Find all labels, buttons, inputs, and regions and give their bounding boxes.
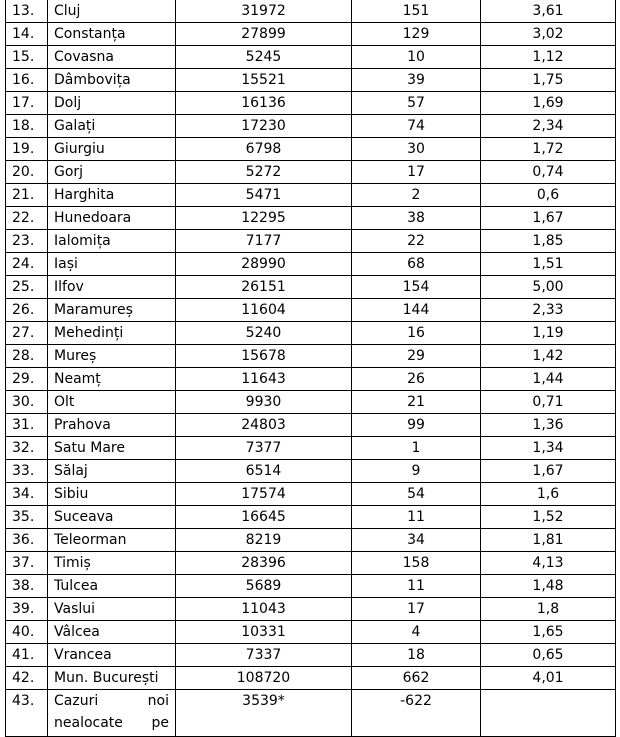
incidence-rate: 1,12: [481, 46, 616, 69]
new-cases: 1: [352, 437, 481, 460]
new-cases: 16: [352, 322, 481, 345]
incidence-rate: 4,13: [481, 552, 616, 575]
new-cases: 18: [352, 644, 481, 667]
table-row: [6, 575, 616, 598]
table-row: [6, 253, 616, 276]
county-name: Suceava: [48, 506, 176, 529]
county-name: Satu Mare: [48, 437, 176, 460]
incidence-rate: 1,51: [481, 253, 616, 276]
row-number: 36.: [6, 529, 48, 552]
row-number: 19.: [6, 138, 48, 161]
total-cases: 31972: [176, 0, 352, 23]
incidence-rate: 1,75: [481, 69, 616, 92]
table-body: [6, 0, 616, 737]
county-name: Ilfov: [48, 276, 176, 299]
total-cases: 11604: [176, 299, 352, 322]
county-name: Gorj: [48, 161, 176, 184]
total-cases: 15678: [176, 345, 352, 368]
incidence-rate: 3,61: [481, 0, 616, 23]
new-cases: 74: [352, 115, 481, 138]
incidence-rate: 4,01: [481, 667, 616, 690]
new-cases: 30: [352, 138, 481, 161]
county-name: Dolj: [48, 92, 176, 115]
new-cases: 9: [352, 460, 481, 483]
county-name: Mun. București: [48, 667, 176, 690]
new-cases: 154: [352, 276, 481, 299]
table-row: [6, 184, 616, 207]
incidence-rate: 1,81: [481, 529, 616, 552]
incidence-rate: 2,34: [481, 115, 616, 138]
incidence-rate: 1,67: [481, 207, 616, 230]
table-row: [6, 299, 616, 322]
total-cases: 17230: [176, 115, 352, 138]
row-number: 42.: [6, 667, 48, 690]
total-cases: 5471: [176, 184, 352, 207]
table-row: [6, 0, 616, 23]
total-cases: 108720: [176, 667, 352, 690]
row-number: 27.: [6, 322, 48, 345]
county-name: Vâlcea: [48, 621, 176, 644]
county-name-line1: Cazuri noi: [54, 693, 169, 709]
cases-table: [5, 0, 616, 737]
incidence-rate: 1,67: [481, 460, 616, 483]
table-row: [6, 552, 616, 575]
table-row: [6, 92, 616, 115]
total-cases: 5272: [176, 161, 352, 184]
county-name: Galați: [48, 115, 176, 138]
total-cases: 24803: [176, 414, 352, 437]
new-cases: 22: [352, 230, 481, 253]
row-number: 40.: [6, 621, 48, 644]
incidence-rate: 1,34: [481, 437, 616, 460]
total-cases: 16136: [176, 92, 352, 115]
incidence-rate: 1,36: [481, 414, 616, 437]
county-name-line2: nealocate pe: [54, 715, 169, 731]
incidence-rate: 2,33: [481, 299, 616, 322]
table-row: [6, 138, 616, 161]
row-number: 15.: [6, 46, 48, 69]
incidence-rate: [481, 690, 616, 737]
row-number: 35.: [6, 506, 48, 529]
new-cases: 21: [352, 391, 481, 414]
county-name: Tulcea: [48, 575, 176, 598]
row-number: 13.: [6, 0, 48, 23]
new-cases: 129: [352, 23, 481, 46]
table-row: [6, 115, 616, 138]
incidence-rate: 0,6: [481, 184, 616, 207]
county-name: Sălaj: [48, 460, 176, 483]
row-number: 43.: [6, 690, 48, 737]
new-cases: 38: [352, 207, 481, 230]
total-cases: 7377: [176, 437, 352, 460]
row-number: 26.: [6, 299, 48, 322]
table-row: [6, 207, 616, 230]
new-cases: 17: [352, 598, 481, 621]
row-number: 37.: [6, 552, 48, 575]
new-cases: 2: [352, 184, 481, 207]
row-number: 18.: [6, 115, 48, 138]
table-row: [6, 414, 616, 437]
total-cases: 11643: [176, 368, 352, 391]
county-name: Mureș: [48, 345, 176, 368]
new-cases: 662: [352, 667, 481, 690]
county-name: Maramureș: [48, 299, 176, 322]
new-cases: 99: [352, 414, 481, 437]
incidence-rate: 0,74: [481, 161, 616, 184]
new-cases: 17: [352, 161, 481, 184]
table-row: [6, 529, 616, 552]
new-cases: 57: [352, 92, 481, 115]
total-cases: 27899: [176, 23, 352, 46]
table-row-unallocated: [6, 690, 616, 737]
row-number: 22.: [6, 207, 48, 230]
county-name: Sibiu: [48, 483, 176, 506]
table-row: [6, 46, 616, 69]
table-row: [6, 161, 616, 184]
new-cases: 11: [352, 506, 481, 529]
incidence-rate: 0,71: [481, 391, 616, 414]
new-cases: 144: [352, 299, 481, 322]
incidence-rate: 1,6: [481, 483, 616, 506]
table-row: [6, 506, 616, 529]
county-name: Dâmbovița: [48, 69, 176, 92]
new-cases: 26: [352, 368, 481, 391]
new-cases: 68: [352, 253, 481, 276]
total-cases: 10331: [176, 621, 352, 644]
county-name: Covasna: [48, 46, 176, 69]
total-cases: 6798: [176, 138, 352, 161]
county-name: Giurgiu: [48, 138, 176, 161]
total-cases: 9930: [176, 391, 352, 414]
county-name: Harghita: [48, 184, 176, 207]
row-number: 34.: [6, 483, 48, 506]
table-row: [6, 598, 616, 621]
new-cases: 151: [352, 0, 481, 23]
total-cases: 3539*: [176, 690, 352, 737]
row-number: 28.: [6, 345, 48, 368]
new-cases: 29: [352, 345, 481, 368]
total-cases: 11043: [176, 598, 352, 621]
county-name: Hunedoara: [48, 207, 176, 230]
table-row: [6, 621, 616, 644]
county-name: Prahova: [48, 414, 176, 437]
total-cases: 7337: [176, 644, 352, 667]
table-row: [6, 391, 616, 414]
county-name: Ialomița: [48, 230, 176, 253]
county-name: Timiș: [48, 552, 176, 575]
county-name: Vrancea: [48, 644, 176, 667]
table-row: [6, 460, 616, 483]
total-cases: 6514: [176, 460, 352, 483]
new-cases: -622: [352, 690, 481, 737]
new-cases: 10: [352, 46, 481, 69]
table-row: [6, 368, 616, 391]
county-name: Olt: [48, 391, 176, 414]
county-name: Neamț: [48, 368, 176, 391]
incidence-rate: 1,42: [481, 345, 616, 368]
row-number: 17.: [6, 92, 48, 115]
table-row: [6, 667, 616, 690]
total-cases: 5689: [176, 575, 352, 598]
incidence-rate: 1,72: [481, 138, 616, 161]
county-name: [48, 690, 176, 737]
incidence-rate: 0,65: [481, 644, 616, 667]
table-row: [6, 322, 616, 345]
table-row: [6, 644, 616, 667]
incidence-rate: 3,02: [481, 23, 616, 46]
county-name: Cluj: [48, 0, 176, 23]
table-row: [6, 230, 616, 253]
row-number: 33.: [6, 460, 48, 483]
total-cases: 28990: [176, 253, 352, 276]
new-cases: 4: [352, 621, 481, 644]
total-cases: 16645: [176, 506, 352, 529]
row-number: 41.: [6, 644, 48, 667]
new-cases: 39: [352, 69, 481, 92]
incidence-rate: 1,48: [481, 575, 616, 598]
total-cases: 26151: [176, 276, 352, 299]
incidence-rate: 5,00: [481, 276, 616, 299]
row-number: 32.: [6, 437, 48, 460]
incidence-rate: 1,85: [481, 230, 616, 253]
row-number: 39.: [6, 598, 48, 621]
total-cases: 8219: [176, 529, 352, 552]
table-row: [6, 276, 616, 299]
new-cases: 54: [352, 483, 481, 506]
county-name: Mehedinți: [48, 322, 176, 345]
incidence-rate: 1,69: [481, 92, 616, 115]
incidence-rate: 1,19: [481, 322, 616, 345]
table-row: [6, 345, 616, 368]
row-number: 38.: [6, 575, 48, 598]
row-number: 29.: [6, 368, 48, 391]
incidence-rate: 1,52: [481, 506, 616, 529]
row-number: 14.: [6, 23, 48, 46]
total-cases: 15521: [176, 69, 352, 92]
incidence-rate: 1,44: [481, 368, 616, 391]
table-row: [6, 69, 616, 92]
row-number: 23.: [6, 230, 48, 253]
county-name: Vaslui: [48, 598, 176, 621]
total-cases: 5245: [176, 46, 352, 69]
table-row: [6, 483, 616, 506]
row-number: 31.: [6, 414, 48, 437]
new-cases: 34: [352, 529, 481, 552]
row-number: 20.: [6, 161, 48, 184]
new-cases: 158: [352, 552, 481, 575]
row-number: 21.: [6, 184, 48, 207]
total-cases: 12295: [176, 207, 352, 230]
table-row: [6, 437, 616, 460]
row-number: 25.: [6, 276, 48, 299]
row-number: 24.: [6, 253, 48, 276]
row-number: 30.: [6, 391, 48, 414]
row-number: 16.: [6, 69, 48, 92]
county-name: Teleorman: [48, 529, 176, 552]
county-name: Iași: [48, 253, 176, 276]
total-cases: 7177: [176, 230, 352, 253]
incidence-rate: 1,65: [481, 621, 616, 644]
total-cases: 17574: [176, 483, 352, 506]
county-name: Constanța: [48, 23, 176, 46]
table-row: [6, 23, 616, 46]
new-cases: 11: [352, 575, 481, 598]
incidence-rate: 1,8: [481, 598, 616, 621]
total-cases: 28396: [176, 552, 352, 575]
total-cases: 5240: [176, 322, 352, 345]
